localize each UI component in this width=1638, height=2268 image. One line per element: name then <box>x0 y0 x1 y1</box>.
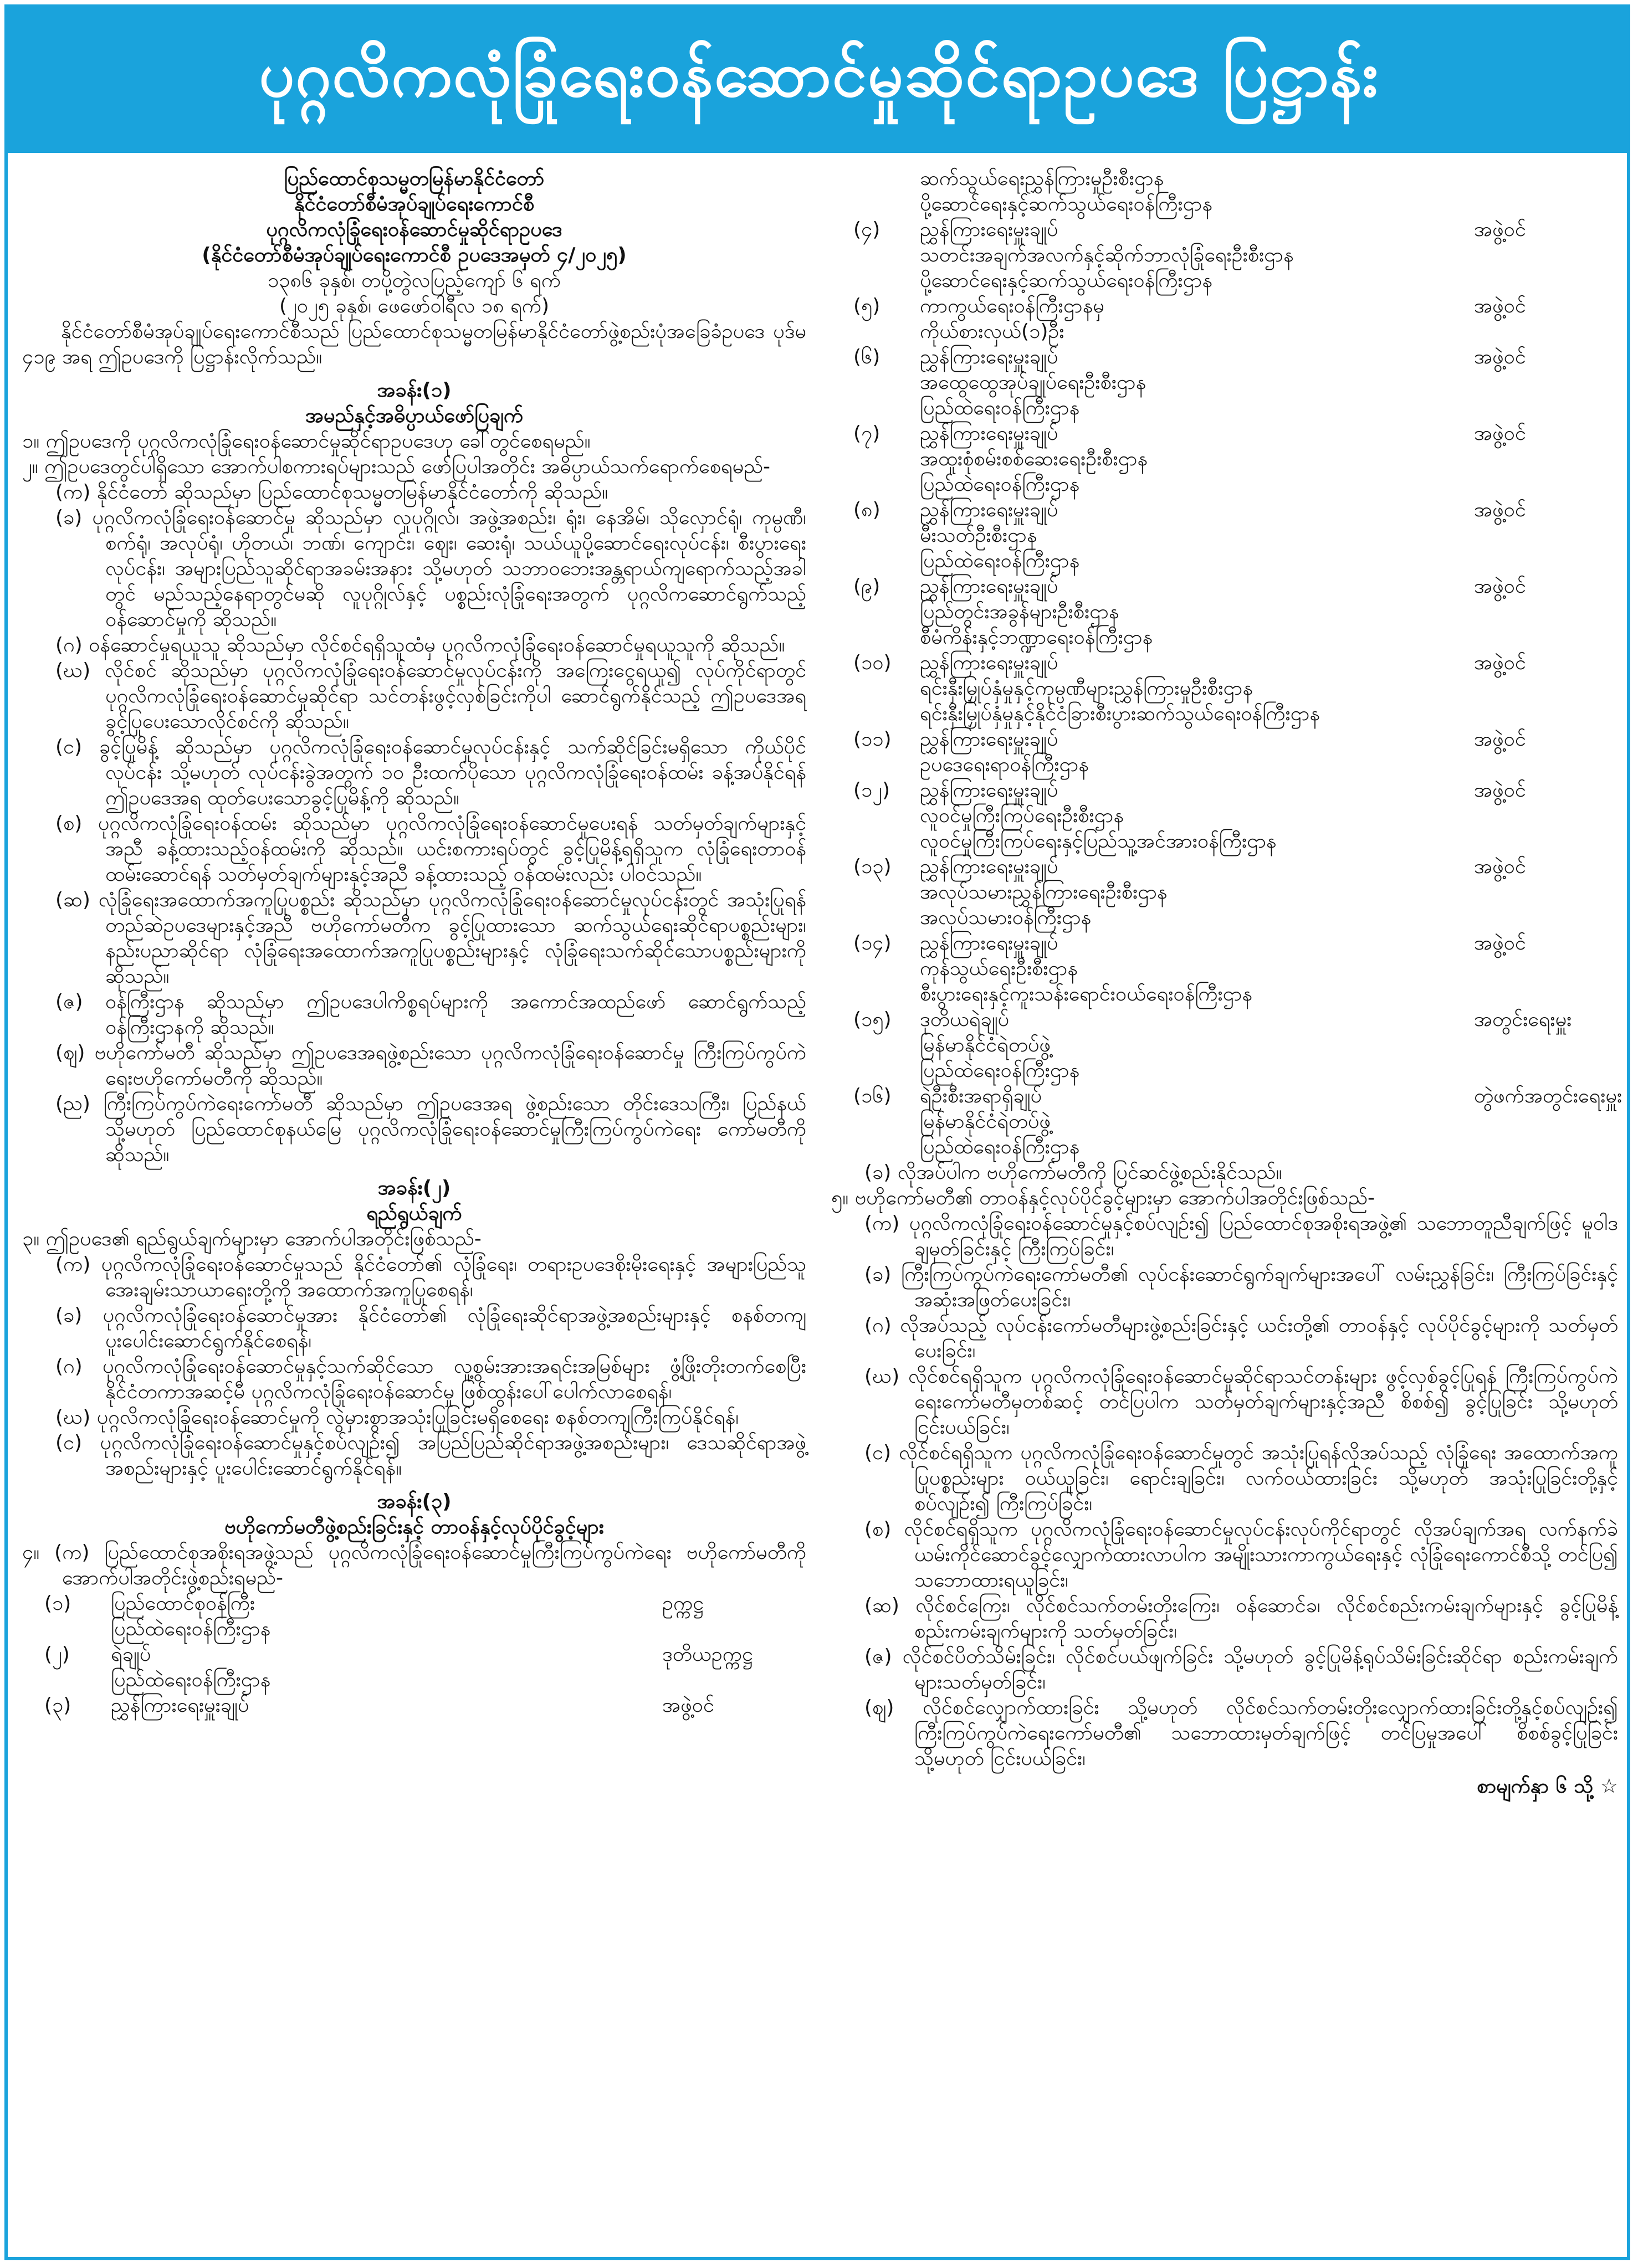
committee-member <box>831 778 1618 854</box>
member-title: ညွှန်ကြားရေးမှူးချုပ် သတင်းအချက်အလက်နှင့်ဆိုက်ဘာလုံခြုံရေးဦးစီးဌာန ပို့ဆောင်ရေးနှင့်ဆက်သွယ်ရေးဝန်ကြီးဌာန <box>920 218 1294 292</box>
member-role: အဖွဲ့ဝင် <box>662 1694 714 1717</box>
definition-item: (စ) ပုဂ္ဂလိကလုံခြုံရေးဝန်ထမ်း ဆိုသည်မှာ ပုဂ္ဂလိကလုံခြုံရေးဝန်ဆောင်မှုပေးရန် သတ်မှတ်ချက်များနှင့်အညီ ခန့်ထားသည့်ဝန်ထမ်းကို ဆိုသည်။ ယင်းစကားရပ်တွင် ခွင့်ပြုမိန့်ရရှိသူက လုံခြုံရေးတာဝန်ထမ်းဆောင်ရန် သတ်မှတ်ချက်များနှင့်အညီ ခန့်ထားသည့် ဝန်ထမ်းလည်း ပါဝင်သည်။ <box>55 812 806 886</box>
member-title: ညွှန်ကြားရေးမှူးချုပ် အထွေထွေအုပ်ချုပ်ရေးဦးစီးဌာန ပြည်ထဲရေးဝန်ကြီးဌာန <box>920 346 1146 419</box>
member-number: (၇) <box>853 422 881 445</box>
member-title: ညွှန်ကြားရေးမှူးချုပ် ပြည်တွင်းအခွန်များဦးစီးဌာန စီမံကိန်းနှင့်ဘဏ္ဍာရေးဝန်ကြီးဌာန <box>920 575 1153 649</box>
member-number: (၁၆) <box>853 1085 892 1107</box>
member-role: အဖွဲ့ဝင် <box>1474 295 1526 317</box>
duty-item: (င) လိုင်စင်ရရှိသူက ပုဂ္ဂလိကလုံခြုံရေးဝန်ဆောင်မှုတွင် အသုံးပြုရန်လိုအပ်သည့် လုံခြုံရေး အထောက်အကူပြုပစ္စည်းများ ဝယ်ယူခြင်း၊ ရောင်းချခြင်း၊ လက်ဝယ်ထားခြင်း သို့မဟုတ် အသုံးပြုခြင်းတို့နှင့်စပ်လျဉ်း၍ ကြီးကြပ်ခြင်း၊ <box>864 1441 1618 1515</box>
member-role: အဖွဲ့ဝင် <box>1474 728 1526 751</box>
chapter-title: ရည်ရွယ်ချက် <box>366 1202 462 1225</box>
committee-member <box>831 650 1618 727</box>
committee-member <box>831 217 1618 294</box>
aim-item: (ဂ) ပုဂ္ဂလိကလုံခြုံရေးဝန်ဆောင်မှုနှင့်သက်ဆိုင်သော လူ့စွမ်းအားအရင်းအမြစ်များ ဖွံ့ဖြိုးတိုးတက်စေပြီး နိုင်ငံတကာအဆင့်မီ ပုဂ္ဂလိကလုံခြုံရေးဝန်ဆောင်မှု ဖြစ်ထွန်းပေါ်ပေါက်လာစေရန်၊ <box>55 1355 806 1403</box>
duty-item: (ခ) ကြီးကြပ်ကွပ်ကဲရေးကော်မတီ၏ လုပ်ငန်းဆောင်ရွက်ချက်များအပေါ် လမ်းညွှန်ခြင်း၊ ကြီးကြပ်ခြင်းနှင့် အဆုံးအဖြတ်ပေးခြင်း၊ <box>864 1263 1618 1311</box>
member-role: အဖွဲ့ဝင် <box>1474 932 1526 955</box>
member-number: (၁၃) <box>853 855 892 878</box>
committee-member <box>22 1693 806 1718</box>
member-title: ညွှန်ကြားရေးမှူးချုပ် <box>111 1694 249 1717</box>
duty-item: (ဈ) လိုင်စင်လျှောက်ထားခြင်း သို့မဟုတ် လိုင်စင်သက်တမ်းတိုးလျှောက်ထားခြင်းတို့နှင့်စပ်လျဉ်း၍ ကြီးကြပ်ကွပ်ကဲရေးကော်မတီ၏ သဘောထားမှတ်ချက်ဖြင့် တင်ပြမှုအပေါ် စိစစ်ခွင့်ပြုခြင်း သို့မဟုတ် ငြင်းပယ်ခြင်း၊ <box>864 1696 1618 1770</box>
member-title: ညွှန်ကြားရေးမှူးချုပ် မီးသတ်ဦးစီးဌာန ပြည်ထဲရေးဝန်ကြီးဌာန <box>920 499 1080 572</box>
duty-item: (ဆ) လိုင်စင်ကြေး၊ လိုင်စင်သက်တမ်းတိုးကြေး၊ ဝန်ဆောင်ခ၊ လိုင်စင်စည်းကမ်းချက်များနှင့် ခွင့်ပြုမိန့်စည်းကမ်းချက်များကို သတ်မှတ်ခြင်း၊ <box>864 1594 1618 1643</box>
member-role: အဖွဲ့ဝင် <box>1474 779 1526 802</box>
member-number: (၁၅) <box>853 1008 892 1031</box>
member-title: ညွှန်ကြားရေးမှူးချုပ် အလုပ်သမားညွှန်ကြားရေးဦးစီးဌာန အလုပ်သမားဝန်ကြီးဌာန <box>920 855 1168 929</box>
definition-item: (က) နိုင်ငံတော် ဆိုသည်မှာ ပြည်ထောင်စုသမ္မတမြန်မာနိုင်ငံတော်ကို ဆိုသည်။ <box>55 481 608 504</box>
aim-item: (က) ပုဂ္ဂလိကလုံခြုံရေးဝန်ဆောင်မှုသည် နိုင်ငံတော်၏ လုံခြုံရေး၊ တရားဥပဒေစိုးမိုးရေးနှင့် အများပြည်သူအေးချမ်းသာယာရေးတို့ကို အထောက်အကူပြုစေရန်၊ <box>55 1253 806 1301</box>
duty-item: (ဂ) လိုအပ်သည့် လုပ်ငန်းကော်မတီများဖွဲ့စည်းခြင်းနှင့် ယင်းတို့၏ တာဝန်နှင့် လုပ်ပိုင်ခွင့်များကို သတ်မှတ်ပေးခြင်း၊ <box>864 1314 1618 1362</box>
definition-item: (ဂ) ဝန်ဆောင်မှုရယူသူ ဆိုသည်မှာ လိုင်စင်ရရှိသူထံမှ ပုဂ္ဂလိကလုံခြုံရေးဝန်ဆောင်မှုရယူသူကို ဆိုသည်။ <box>55 634 785 656</box>
duty-item: (ဃ) လိုင်စင်ရရှိသူက ပုဂ္ဂလိကလုံခြုံရေးဝန်ဆောင်မှုဆိုင်ရာသင်တန်းများ ဖွင့်လှစ်ခွင့်ပြုရန် ကြီးကြပ်ကွပ်ကဲရေးကော်မတီမှတစ်ဆင့် တင်ပြပါက သတ်မှတ်ချက်များနှင့်အညီ စိစစ်၍ ခွင့်ပြုခြင်း သို့မဟုတ် ငြင်းပယ်ခြင်း၊ <box>864 1365 1618 1439</box>
chapter-title: အမည်နှင့်အဓိပ္ပာယ်ဖော်ပြချက် <box>305 404 524 427</box>
chapter-number: အခန်း(၃) <box>377 1490 452 1513</box>
member-number: (၆) <box>853 346 881 368</box>
section-paragraph: ၅။ ဗဟိုကော်မတီ၏ တာဝန်နှင့်လုပ်ပိုင်ခွင့်များမှာ အောက်ပါအတိုင်းဖြစ်သည်- <box>831 1187 1375 1209</box>
member-number: (၂) <box>44 1643 70 1666</box>
member-title: ညွှန်ကြားရေးမှူးချုပ် ကုန်သွယ်ရေးဦးစီးဌာန စီးပွားရေးနှင့်ကူးသန်းရောင်းဝယ်ရေးဝန်ကြီးဌာန <box>920 932 1253 1005</box>
committee-member <box>831 574 1618 650</box>
member-role: အဖွဲ့ဝင် <box>1474 422 1526 445</box>
chapter-title: ဗဟိုကော်မတီဖွဲ့စည်းခြင်းနှင့် တာဝန်နှင့်လုပ်ပိုင်ခွင့်များ <box>224 1516 604 1538</box>
committee-member <box>831 345 1618 421</box>
member-title: ဒုတိယရဲချုပ် မြန်မာနိုင်ငံရဲတပ်ဖွဲ့ ပြည်ထဲရေးဝန်ကြီးဌာန <box>920 1008 1080 1082</box>
definition-item: (ည) ကြီးကြပ်ကွပ်ကဲရေးကော်မတီ ဆိုသည်မှာ ဤဥပဒေအရ ဖွဲ့စည်းသော တိုင်းဒေသကြီး၊ ပြည်နယ် သို့မဟုတ် ပြည်ထောင်စုနယ်မြေ ပုဂ္ဂလိကလုံခြုံရေးဝန်ဆောင်မှုကြီးကြပ်ကွပ်ကဲရေး ကော်မတီကို ဆိုသည်။ <box>55 1092 806 1166</box>
definition-item: (ခ) ပုဂ္ဂလိကလုံခြုံရေးဝန်ဆောင်မှု ဆိုသည်မှာ လူပုဂ္ဂိုလ်၊ အဖွဲ့အစည်း၊ ရုံး၊ နေအိမ်၊ သိုလှောင်ရုံ၊ ကုမ္ပဏီ၊ စက်ရုံ၊ အလုပ်ရုံ၊ ဟိုတယ်၊ ဘဏ်၊ ကျောင်း၊ ဈေး၊ ဆေးရုံ၊ သယ်ယူပို့ဆောင်ရေးလုပ်ငန်း၊ စီးပွားရေးလုပ်ငန်း၊ အများပြည်သူဆိုင်ရာအခမ်းအနား သို့မဟုတ် သဘာဝဘေးအန္တရာယ်ကျရောက်သည့်အခါတွင် မည်သည့်နေရာတွင်မဆို လူပုဂ္ဂိုလ်နှင့် ပစ္စည်းလုံခြုံရေးအတွက် ပုဂ္ဂလိကဆောင်ရွက်သည့် ဝန်ဆောင်မှုကို ဆိုသည်။ <box>55 506 806 631</box>
member-number: (၁၁) <box>853 728 892 751</box>
header-line: ပုဂ္ဂလိကလုံခြုံရေးဝန်ဆောင်မှုဆိုင်ရာဥပဒေ <box>266 218 562 241</box>
banner-title: ပုဂ္ဂလိကလုံခြုံရေးဝန်ဆောင်မှုဆိုင်ရာဥပဒေ ပြဋ္ဌာန်း <box>259 38 1379 111</box>
committee-member <box>831 1084 1622 1160</box>
header-line: ၁၃၈၆ ခုနှစ်၊ တပို့တွဲလပြည့်ကျော် ၆ ရက် <box>267 269 561 292</box>
definition-item: (ဆ) လုံခြုံရေးအထောက်အကူပြုပစ္စည်း ဆိုသည်မှာ ပုဂ္ဂလိကလုံခြုံရေးဝန်ဆောင်မှုလုပ်ငန်းတွင် အသုံးပြုရန် တည်ဆဲဥပဒေများနှင့်အညီ ဗဟိုကော်မတီက ခွင့်ပြုထားသော ဆက်သွယ်ရေးဆိုင်ရာပစ္စည်းများ၊ နည်းပညာဆိုင်ရာ လုံခြုံရေးအထောက်အကူပြုပစ္စည်းများနှင့် လုံခြုံရေးသက်ဆိုင်သောပစ္စည်းများကို ဆိုသည်။ <box>55 889 806 988</box>
committee-member <box>22 1591 806 1642</box>
duty-item: (စ) လိုင်စင်ရရှိသူက ပုဂ္ဂလိကလုံခြုံရေးဝန်ဆောင်မှုလုပ်ငန်းလုပ်ကိုင်ရာတွင် လိုအပ်ချက်အရ လက်နက်ခဲယမ်းကိုင်ဆောင်ခွင့်လျှောက်ထားလာပါက အမျိုးသားကာကွယ်ရေးနှင့် လုံခြုံရေးကောင်စီသို့ တင်ပြ၍ သဘောထားရယူခြင်း၊ <box>864 1518 1618 1592</box>
header-line: (နိုင်ငံတော်စီမံအုပ်ချုပ်ရေးကောင်စီ ဥပဒေအမှတ် ၄/၂၀၂၅) <box>202 244 627 266</box>
committee-member <box>22 1642 806 1693</box>
member-number: (၈) <box>853 499 881 521</box>
section-paragraph: ၃။ ဤဥပဒေ၏ ရည်ရွယ်ချက်များမှာ အောက်ပါအတိုင်းဖြစ်သည်- <box>22 1228 482 1250</box>
member-title: ရဲချုပ် ပြည်ထဲရေးဝန်ကြီးဌာန <box>111 1643 271 1691</box>
duty-item: (က) ပုဂ္ဂလိကလုံခြုံရေးဝန်ဆောင်မှုနှင့်စပ်လျဉ်း၍ ပြည်ထောင်စုအစိုးရအဖွဲ့၏ သဘောတူညီချက်ဖြင့် မူဝါဒချမှတ်ခြင်းနှင့် ကြီးကြပ်ခြင်း၊ <box>864 1212 1618 1260</box>
member-title: ညွှန်ကြားရေးမှူးချုပ် ရင်းနှီးမြှုပ်နှံမှုနှင့်ကုမ္ပဏီများညွှန်ကြားမှုဦးစီးဌာန ရင်းနှီးမြှုပ်နှံမှုနှင့်နိုင်ငံခြားစီးပွားဆက်သွယ်ရေးဝန်ကြီးဌာန <box>920 651 1320 725</box>
section-paragraph: ၄။ (က) ပြည်ထောင်စုအစိုးရအဖွဲ့သည် ပုဂ္ဂလိကလုံခြုံရေးဝန်ဆောင်မှုကြီးကြပ်ကွပ်ကဲရေး ဗဟိုကော်မတီကို အောက်ပါအတိုင်းဖွဲ့စည်းရမည်- <box>22 1541 806 1589</box>
section-paragraph: (ခ) လိုအပ်ပါက ဗဟိုကော်မတီကို ပြင်ဆင်ဖွဲ့စည်းနိုင်သည်။ <box>864 1161 1282 1184</box>
member-number: (၄) <box>853 218 881 241</box>
member-role: ဒုတိယဥက္ကဋ္ဌ <box>662 1643 753 1666</box>
intro-paragraph: နိုင်ငံတော်စီမံအုပ်ချုပ်ရေးကောင်စီသည် ပြည်ထောင်စုသမ္မတမြန်မာနိုင်ငံတော်ဖွဲ့စည်းပုံအခြေခံဥပဒေ ပုဒ်မ ၄၁၉ အရ ဤဥပဒေကို ပြဋ္ဌာန်းလိုက်သည်။ <box>22 320 806 368</box>
duty-item: (ဇ) လိုင်စင်ပိတ်သိမ်းခြင်း၊ လိုင်စင်ပယ်ဖျက်ခြင်း သို့မဟုတ် ခွင့်ပြုမိန့်ရုပ်သိမ်းခြင်းဆိုင်ရာ စည်းကမ်းချက်များသတ်မှတ်ခြင်း၊ <box>864 1645 1618 1694</box>
member-number: (၉) <box>853 575 881 598</box>
member-title: ညွှန်ကြားရေးမှူးချုပ် ဥပဒေရေးရာဝန်ကြီးဌာန <box>920 728 1089 776</box>
member-role: ဥက္ကဋ္ဌ <box>662 1592 704 1615</box>
member-role: အဖွဲ့ဝင် <box>1474 651 1526 674</box>
committee-member <box>831 854 1618 931</box>
definition-item: (ဃ) လိုင်စင် ဆိုသည်မှာ ပုဂ္ဂလိကလုံခြုံရေးဝန်ဆောင်မှုလုပ်ငန်းကို အကြေးငွေရယူ၍ လုပ်ကိုင်ရာတွင် ပုဂ္ဂလိကလုံခြုံရေးဝန်ဆောင်မှုဆိုင်ရာ သင်တန်းဖွင့်လှစ်ခြင်းကိုပါ ဆောင်ရွက်နိုင်သည့် ဤဥပဒေအရ ခွင့်ပြုပေးသောလိုင်စင်ကို ဆိုသည်။ <box>55 659 806 733</box>
chapter-number: အခန်း(၁) <box>377 379 452 402</box>
definition-item: (ဇ) ဝန်ကြီးဌာန ဆိုသည်မှာ ဤဥပဒေပါကိစ္စရပ်များကို အကောင်အထည်ဖော် ဆောင်ရွက်သည့် ဝန်ကြီးဌာနကို ဆိုသည်။ <box>55 991 806 1039</box>
header-line: ပြည်ထောင်စုသမ္မတမြန်မာနိုင်ငံတော် <box>284 167 545 190</box>
section-paragraph: ၁။ ဤဥပဒေကို ပုဂ္ဂလိကလုံခြုံရေးဝန်ဆောင်မှုဆိုင်ရာဥပဒေဟု ခေါ်တွင်စေရမည်။ <box>22 430 591 453</box>
committee-member <box>831 931 1618 1007</box>
member-title: ညွှန်ကြားရေးမှူးချုပ် အထူးစုံစမ်းစစ်ဆေးရေးဦးစီးဌာန ပြည်ထဲရေးဝန်ကြီးဌာန <box>920 422 1148 496</box>
member-role: အဖွဲ့ဝင် <box>1474 855 1526 878</box>
continued-page-note: စာမျက်နှာ ၆ သို့ ☆ <box>1477 1775 1618 1798</box>
member-number: (၁) <box>44 1592 71 1615</box>
header-line: နိုင်ငံတော်စီမံအုပ်ချုပ်ရေးကောင်စီ <box>294 193 535 215</box>
aim-item: (င) ပုဂ္ဂလိကလုံခြုံရေးဝန်ဆောင်မှုနှင့်စပ်လျဉ်း၍ အပြည်ပြည်ဆိုင်ရာအဖွဲ့အစည်းများ၊ ဒေသဆိုင်ရာအဖွဲ့အစည်းများနှင့် ပူးပေါင်းဆောင်ရွက်နိုင်ရန်။ <box>55 1431 806 1480</box>
committee-member <box>831 1007 1618 1084</box>
member-number: (၃) <box>44 1694 71 1717</box>
member-title: ပြည်ထောင်စုဝန်ကြီး ပြည်ထဲရေးဝန်ကြီးဌာန <box>111 1592 271 1640</box>
member-role: တွဲဖက်အတွင်းရေးမှူး <box>1474 1085 1622 1107</box>
member-number: (၁၄) <box>853 932 892 955</box>
chapter-number: အခန်း(၂) <box>377 1177 451 1199</box>
member-continuation: ဆက်သွယ်ရေးညွှန်ကြားမှုဦးစီးဌာန ပို့ဆောင်ရေးနှင့်ဆက်သွယ်ရေးဝန်ကြီးဌာန <box>920 167 1212 215</box>
member-role: အဖွဲ့ဝင် <box>1474 346 1526 368</box>
left-column <box>22 166 806 2251</box>
member-number: (၁၂) <box>853 779 890 802</box>
member-role: အတွင်းရေးမှူး <box>1474 1008 1572 1031</box>
definition-item: (င) ခွင့်ပြုမိန့် ဆိုသည်မှာ ပုဂ္ဂလိကလုံခြုံရေးဝန်ဆောင်မှုလုပ်ငန်းနှင့် သက်ဆိုင်ခြင်းမရှိသော ကိုယ်ပိုင်လုပ်ငန်း သို့မဟုတ် လုပ်ငန်းခွဲအတွက် ၁၀ ဦးထက်ပိုသော ပုဂ္ဂလိကလုံခြုံရေးဝန်ထမ်း ခန့်အပ်နိုင်ရန် ဤဥပဒေအရ ထုတ်ပေးသောခွင့်ပြုမိန့်ကို ဆိုသည်။ <box>55 736 806 809</box>
committee-member <box>831 421 1618 497</box>
aim-item: (ဃ) ပုဂ္ဂလိကလုံခြုံရေးဝန်ဆောင်မှုကို လွဲမှားစွာအသုံးပြုခြင်းမရှိစေရေး စနစ်တကျကြီးကြပ်နိုင်ရန်၊ <box>55 1406 739 1429</box>
member-number: (၅) <box>853 295 881 317</box>
header-line: (၂၀၂၅ ခုနှစ်၊ ဖေဖော်ဝါရီလ ၁၈ ရက်) <box>279 295 550 317</box>
member-title: ညွှန်ကြားရေးမှူးချုပ် လူဝင်မှုကြီးကြပ်ရေးဦးစီးဌာန လူဝင်မှုကြီးကြပ်ရေးနှင့်ပြည်သူ့အင်အားဝန်ကြီးဌာန <box>920 779 1277 853</box>
committee-member <box>831 727 1618 778</box>
section-paragraph: ၂။ ဤဥပဒေတွင်ပါရှိသော အောက်ပါစကားရပ်များသည် ဖော်ပြပါအတိုင်း အဓိပ္ပာယ်သက်ရောက်စေရမည်- <box>22 455 770 478</box>
member-number: (၁၀) <box>853 651 892 674</box>
member-role: အဖွဲ့ဝင် <box>1474 575 1526 598</box>
member-role: အဖွဲ့ဝင် <box>1474 499 1526 521</box>
right-column <box>831 166 1622 2251</box>
member-title: ရဲဦးစီးအရာရှိချုပ် မြန်မာနိုင်ငံရဲတပ်ဖွဲ့ ပြည်ထဲရေးဝန်ကြီးဌာန <box>920 1085 1080 1158</box>
member-role: အဖွဲ့ဝင် <box>1474 218 1526 241</box>
aim-item: (ခ) ပုဂ္ဂလိကလုံခြုံရေးဝန်ဆောင်မှုအား နိုင်ငံတော်၏ လုံခြုံရေးဆိုင်ရာအဖွဲ့အစည်းများနှင့် စနစ်တကျ ပူးပေါင်းဆောင်ရွက်နိုင်စေရန်၊ <box>55 1304 806 1352</box>
member-title: ကာကွယ်ရေးဝန်ကြီးဌာနမှ ကိုယ်စားလှယ်(၁)ဦး <box>920 295 1104 343</box>
definition-item: (ဈ) ဗဟိုကော်မတီ ဆိုသည်မှာ ဤဥပဒေအရဖွဲ့စည်းသော ပုဂ္ဂလိကလုံခြုံရေးဝန်ဆောင်မှု ကြီးကြပ်ကွပ်ကဲရေးဗဟိုကော်မတီကို ဆိုသည်။ <box>55 1041 806 1090</box>
banner <box>8 8 1630 153</box>
committee-member <box>831 497 1618 574</box>
committee-member <box>831 294 1618 345</box>
